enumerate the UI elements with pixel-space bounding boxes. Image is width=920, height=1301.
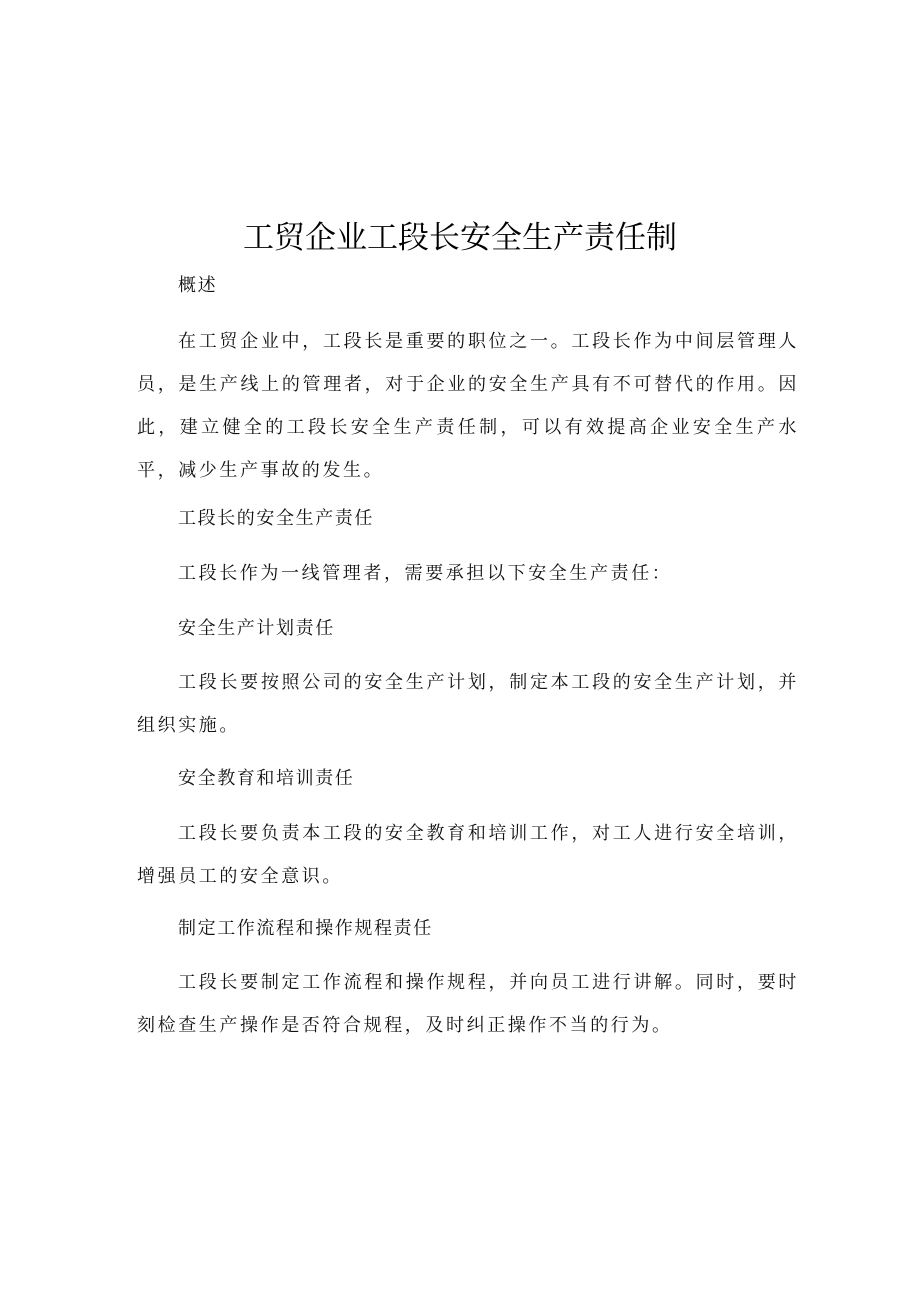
paragraph-procedures: 工段长要制定工作流程和操作规程，并向员工进行讲解。同时，要时刻检查生产操作是否符合规程，及时纠正操作不当的行为。 [137, 972, 799, 1036]
paragraph-plan: 工段长要按照公司的安全生产计划，制定本工段的安全生产计划，并组织实施。 [137, 672, 799, 736]
paragraph-overview: 在工贸企业中，工段长是重要的职位之一。工段长作为中间层管理人员，是生产线上的管理者，对于企业的安全生产具有不可替代的作用。因此，建立健全的工段长安全生产责任制，可以有效提高企业安全生产水平，减少生产事故的发生。 [137, 331, 799, 481]
section-heading-plan: 安全生产计划责任 [178, 618, 335, 639]
section-heading-responsibilities: 工段长的安全生产责任 [178, 508, 374, 529]
section-heading-procedures: 制定工作流程和操作规程责任 [178, 918, 433, 939]
section-heading-overview: 概述 [178, 275, 218, 296]
document-title: 工贸企业工段长安全生产责任制 [243, 220, 677, 256]
section-heading-training: 安全教育和培训责任 [178, 768, 355, 789]
paragraph-training: 工段长要负责本工段的安全教育和培训工作，对工人进行安全培训，增强员工的安全意识。 [137, 823, 799, 887]
paragraph-responsibilities-intro: 工段长作为一线管理者，需要承担以下安全生产责任： [178, 563, 673, 584]
